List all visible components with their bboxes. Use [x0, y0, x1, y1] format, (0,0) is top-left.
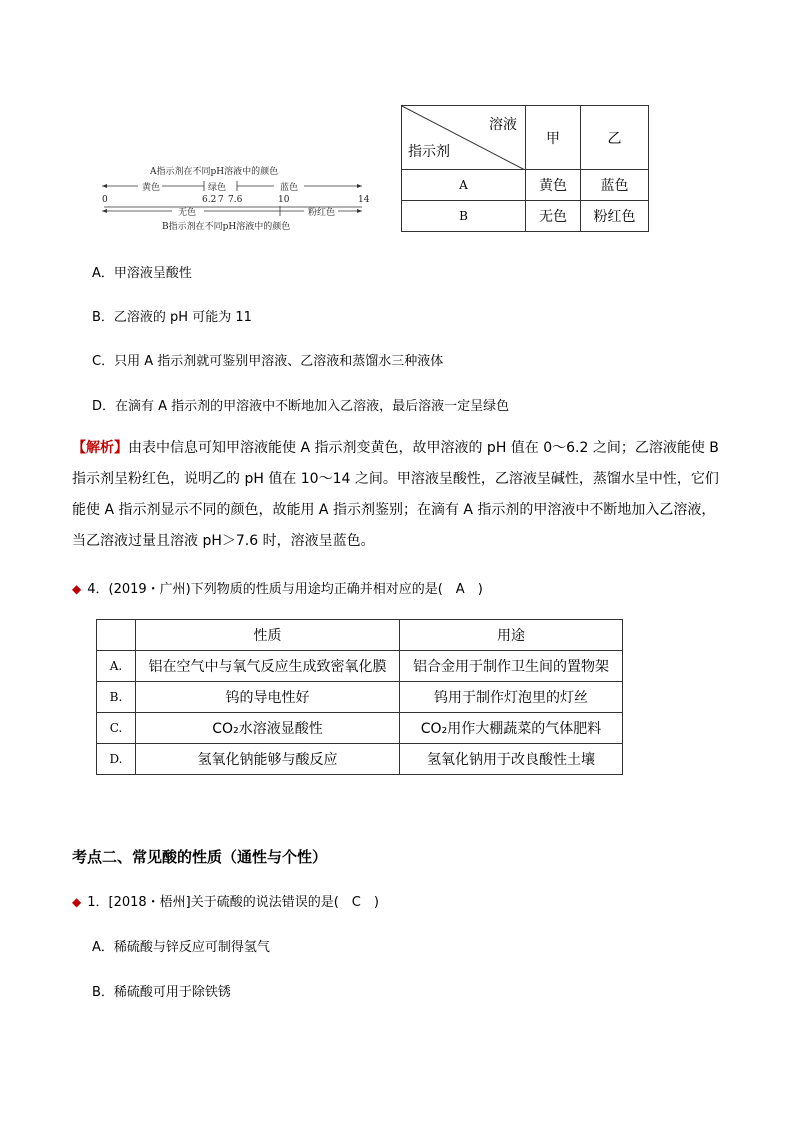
col-yi: 乙	[581, 106, 649, 170]
diamond-bullet-icon: ◆	[72, 895, 82, 909]
row-label: B.	[97, 682, 136, 713]
tick-10: 10	[278, 195, 290, 205]
table-row	[97, 651, 623, 682]
properties-table	[96, 619, 623, 775]
tick-7-6: 7.6	[228, 195, 243, 205]
row-property: CO₂水溶液显酸性	[136, 713, 400, 744]
q1-option-b: B．稀硫酸可用于除铁锈	[92, 985, 231, 1000]
figure-bottom-caption: B指示剂在不同pH溶液中的颜色	[162, 222, 291, 232]
header-solution: 溶液	[489, 117, 517, 133]
row-a-name: A	[402, 170, 526, 201]
tick-0: 0	[102, 195, 108, 205]
option-c: C．只用 A 指示剂就可鉴别甲溶液、乙溶液和蒸馏水三种液体	[92, 354, 444, 369]
b-segment-colorless: 无色	[178, 208, 197, 218]
row-use: 钨用于制作灯泡里的灯丝	[400, 682, 623, 713]
analysis-text: 由表中信息可知甲溶液能使 A 指示剂变黄色，故甲溶液的 pH 值在 0～6.2 之间；乙溶液能使 B 指示剂呈粉红色，说明乙的 pH 值在 10～14 之间。甲溶液呈酸性，乙溶液呈碱性，蒸馏水呈中性，它们能使 A 指示剂显示不同的颜色，故能用 A 指示剂鉴别；在滴有 A 指示剂的甲溶液中不断地加入乙溶液，当乙溶液过量且溶液 pH＞7.6 时，溶液呈蓝色。	[72, 440, 719, 549]
row-a-jia: 黄色	[526, 170, 581, 201]
row-use: 铝合金用于制作卫生间的置物架	[400, 651, 623, 682]
col-jia: 甲	[526, 106, 581, 170]
tick-14: 14	[358, 195, 370, 205]
b-segment-pink: 粉红色	[308, 208, 336, 218]
tick-6-2: 6.2	[202, 195, 217, 205]
row-property: 氢氧化钠能够与酸反应	[136, 744, 400, 775]
row-property: 铝在空气中与氧气反应生成致密氧化膜	[136, 651, 400, 682]
question-4-text: 4．(2019・广州)下列物质的性质与用途均正确并相对应的是( A )	[87, 582, 483, 597]
diagonal-header-cell	[402, 106, 526, 170]
a-segment-green: 绿色	[208, 183, 227, 193]
row-b-name: B	[402, 201, 526, 232]
option-d: D．在滴有 A 指示剂的甲溶液中不断地加入乙溶液，最后溶液一定呈绿色	[92, 399, 510, 414]
table-row	[97, 713, 623, 744]
a-segment-yellow: 黄色	[142, 183, 161, 193]
question-4	[72, 578, 483, 597]
header-empty	[97, 620, 136, 651]
option-a: A．甲溶液呈酸性	[92, 266, 192, 281]
q1-option-a: A．稀硫酸与锌反应可制得氢气	[92, 940, 270, 955]
analysis-paragraph	[72, 433, 724, 557]
header-property: 性质	[136, 620, 400, 651]
row-use: CO₂用作大棚蔬菜的气体肥料	[400, 713, 623, 744]
section-title: 考点二、常见酸的性质（通性与个性）	[72, 848, 328, 866]
a-segment-blue: 蓝色	[280, 183, 299, 193]
indicator-ph-figure	[98, 162, 370, 234]
tick-7: 7	[218, 195, 224, 205]
row-property: 钨的导电性好	[136, 682, 400, 713]
row-label: C.	[97, 713, 136, 744]
option-b: B．乙溶液的 pH 可能为 11	[92, 310, 252, 325]
row-a-yi: 蓝色	[581, 170, 649, 201]
diamond-bullet-icon: ◆	[72, 582, 82, 596]
header-indicator: 指示剂	[408, 144, 450, 160]
question-1-text: 1．[2018・梧州]关于硫酸的说法错误的是( C )	[87, 895, 379, 910]
table-row	[97, 682, 623, 713]
figure-top-caption: A指示剂在不同pH溶液中的颜色	[150, 167, 279, 177]
analysis-label: 【解析】	[72, 440, 128, 456]
question-1	[72, 891, 379, 910]
row-b-jia: 无色	[526, 201, 581, 232]
row-b-yi: 粉红色	[581, 201, 649, 232]
header-use: 用途	[400, 620, 623, 651]
row-label: D.	[97, 744, 136, 775]
table-row	[97, 744, 623, 775]
indicator-table	[401, 105, 649, 232]
row-use: 氢氧化钠用于改良酸性土壤	[400, 744, 623, 775]
row-label: A.	[97, 651, 136, 682]
